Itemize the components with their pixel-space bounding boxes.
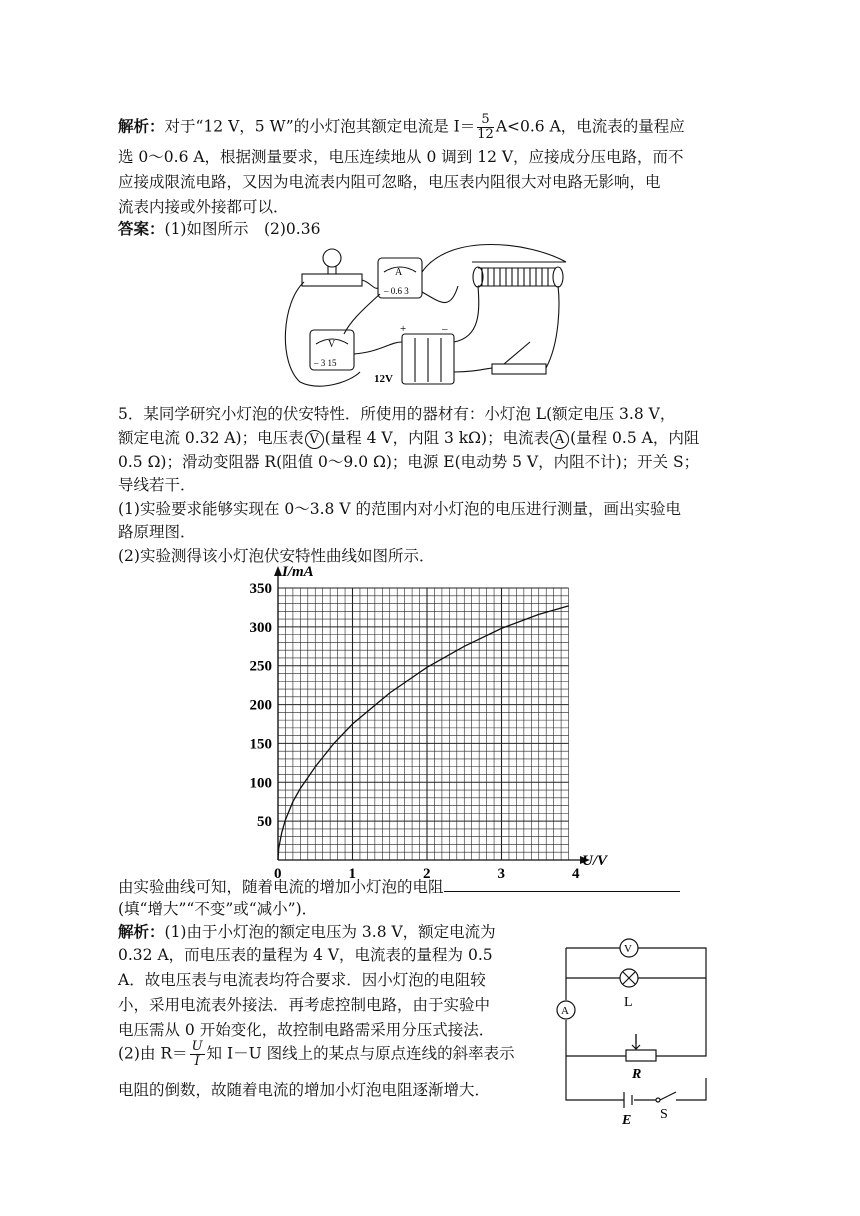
analysis2-line4: 小，采用电流表外接法．再考虑控制电路，由于实验中 (118, 996, 491, 1014)
answer1-line: 答案：(1)如图所示 (2)0.36 (118, 219, 321, 238)
y-tick-label: 50 (257, 814, 272, 831)
battery-minus: – (442, 323, 448, 335)
lamp-label: L (624, 995, 633, 1010)
fraction-5-12: $\frac{5}{12}$ (477, 112, 494, 142)
x-axis-label: U/V (582, 853, 608, 869)
voltmeter-letter: V (624, 943, 632, 955)
q5-part1-line1: (1)实验要求能够实现在 0～3.8 V 的范围内对小灯泡的电压进行测量，画出实验电 (118, 500, 681, 518)
rheostat-box (626, 1050, 656, 1061)
iu-characteristic-chart (238, 560, 628, 878)
y-axis-label: I/mA (282, 564, 314, 580)
circuit-schematic (548, 928, 720, 1128)
voltmeter-symbol: V (305, 430, 324, 449)
analysis1-line2: 选 0～0.6 A，根据测量要求，电压连续地从 0 调到 12 V，应接成分压电路，而不 (118, 148, 684, 166)
q5-line2: 额定电流 0.32 A)；电压表 V (量程 4 V，内阻 3 kΩ)；电流表 A (量程 0.5 A，内阻 (118, 429, 700, 447)
rheostat-coil (478, 268, 556, 286)
x-tick-label: 2 (423, 866, 431, 878)
rheostat-label: R (632, 1067, 642, 1082)
analysis2-line6: (2)由 R＝ $\frac{U}{I}$ 知 I－U 图线上的某点与原点连线的斜率表示 (118, 1039, 515, 1069)
switch-base (492, 364, 546, 374)
y-tick-label: 300 (249, 619, 272, 636)
q5-line3: 0.5 Ω)；滑动变阻器 R(阻值 0～9.0 Ω)；电源 E(电动势 5 V，内阻不计)；开关 S； (118, 453, 700, 471)
ammeter-letter: A (395, 267, 403, 278)
fraction-u-i: $\frac{U}{I}$ (191, 1039, 203, 1069)
analysis2-line5: 电压需从 0 开始变化，故控制电路需采用分压式接法． (118, 1021, 495, 1039)
rheostat-slider (632, 1034, 640, 1049)
ammeter-letter: A (561, 1005, 569, 1017)
switch-lever (660, 1092, 676, 1100)
y-tick-label: 350 (249, 581, 272, 597)
answer1-label: 答案： (118, 219, 165, 238)
q5-part2: (2)实验测得该小灯泡伏安特性曲线如图所示． (118, 547, 435, 565)
x-tick-label: 4 (572, 866, 580, 878)
y-tick-label: 100 (249, 775, 272, 792)
y-axis-arrow (274, 566, 282, 576)
battery-plus: + (400, 323, 407, 335)
analysis2-line7: 电阻的倒数，故随着电流的增加小灯泡电阻逐渐增大． (118, 1081, 491, 1099)
wiring-figure (280, 242, 580, 392)
chart-tick-labels (250, 581, 581, 878)
x-tick-label: 3 (497, 866, 505, 878)
analysis1-line4: 流表内接或外接都可以． (118, 198, 289, 216)
chart-axes (274, 566, 590, 864)
switch-label: S (660, 1107, 668, 1122)
voltmeter-letter: V (328, 339, 336, 350)
ammeter-terminals: – 0.6 3 (384, 286, 409, 296)
lamp-cross (623, 972, 635, 984)
voltmeter-terminals: – 3 15 (314, 358, 337, 368)
chart-grid (278, 588, 569, 860)
y-tick-label: 250 (249, 658, 272, 675)
lamp-bulb (323, 249, 341, 267)
analysis1-line1: 解析：对于“12 V，5 W”的小灯泡其额定电流是 I＝ $\frac{5}{12}$ A<0.6 A，电流表的量程应 (118, 112, 685, 142)
answer-blank[interactable] (444, 877, 680, 892)
switch-contact (656, 1098, 660, 1102)
analysis2-line1: 解析：(1)由于小灯泡的额定电压为 3.8 V，额定电流为 (118, 922, 496, 941)
analysis1-line3: 应接成限流电路，又因为电流表内阻可忽略，电压表内阻很大对电路无影响，电 (118, 173, 661, 191)
analysis2-label: 解析： (118, 922, 165, 941)
source-label: E (622, 1113, 632, 1128)
q5-line1: 5．某同学研究小灯泡的伏安特性．所使用的器材有：小灯泡 L(额定电压 3.8 V， (118, 405, 676, 423)
iu-curve (278, 606, 569, 860)
q5-after-line1: 由实验曲线可知，随着电流的增加小灯泡的电阻 (118, 877, 680, 897)
battery-label: 12V (374, 373, 393, 385)
analysis2-line2: 0.32 A，而电压表的量程为 4 V，电流表的量程为 0.5 (118, 946, 493, 964)
q5-line4: 导线若干． (118, 476, 196, 494)
q5-after-line2: (填“增大”“不变”或“减小”)． (118, 900, 318, 918)
ammeter-symbol: A (550, 430, 569, 449)
lamp-base (302, 274, 362, 286)
battery-plates (624, 1092, 632, 1108)
analysis2-line3: A．故电压表与电流表均符合要求．因小灯泡的电阻较 (118, 971, 486, 989)
x-tick-label: 0 (274, 866, 282, 878)
q5-part1-line2: 路原理图． (118, 523, 196, 541)
y-tick-label: 150 (249, 736, 272, 753)
x-tick-label: 1 (348, 866, 356, 878)
y-tick-label: 200 (249, 697, 272, 714)
analysis1-label: 解析： (118, 116, 165, 136)
